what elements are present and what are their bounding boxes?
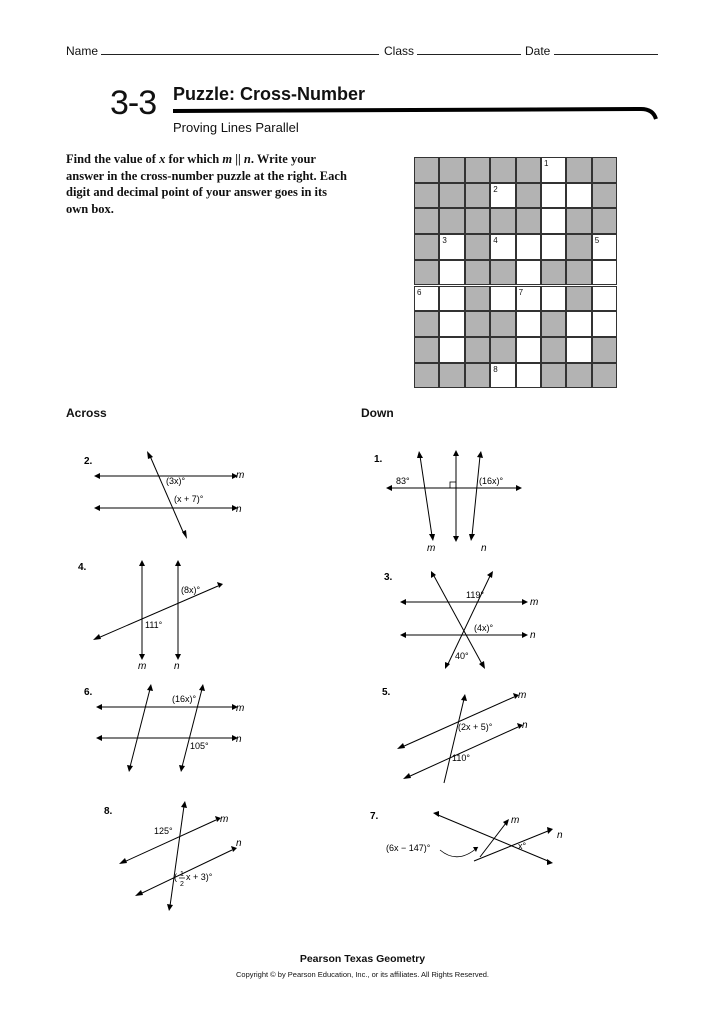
grid-cell-shaded	[465, 157, 490, 183]
problem-6-figure	[84, 683, 264, 783]
grid-cell-shaded	[414, 260, 439, 286]
problem-3-number: 3.	[384, 572, 393, 583]
line-m-label: m	[220, 814, 229, 825]
angle-label: 125°	[154, 826, 173, 836]
grid-cell-answer[interactable]	[490, 286, 515, 312]
down-heading: Down	[361, 406, 394, 420]
page-title: Puzzle: Cross-Number	[173, 84, 366, 104]
grid-cell-shaded	[465, 208, 490, 234]
line-m	[480, 823, 506, 857]
grid-cell-shaded	[465, 183, 490, 209]
problem-7-figure	[370, 805, 570, 885]
instructions: Find the value of x for which m || n. Write your answer in the cross-number puzzle at the right. Each digit and decimal point of your answer goes in its own box.	[66, 152, 347, 216]
line-n	[408, 727, 518, 777]
clue-number: 5	[594, 236, 600, 246]
grid-cell-answer[interactable]	[566, 311, 591, 337]
line-n-label: n	[174, 661, 180, 672]
angle-label: (16x)°	[479, 476, 504, 486]
fraction-numerator: 1	[180, 871, 184, 878]
line-m	[420, 456, 432, 536]
problem-5-number: 5.	[382, 687, 391, 698]
line-n-label: n	[236, 504, 242, 515]
grid-cell-shaded	[592, 183, 617, 209]
grid-cell-answer[interactable]	[541, 183, 566, 209]
line-m-label: m	[511, 815, 520, 826]
grid-cell-shaded	[490, 208, 515, 234]
clue-number: 3	[442, 236, 447, 246]
grid-cell-answer[interactable]	[516, 311, 541, 337]
grid-cell-shaded	[439, 157, 464, 183]
grid-cell-shaded	[566, 286, 591, 312]
line-n-label: n	[557, 830, 563, 841]
grid-cell-answer[interactable]	[541, 157, 566, 183]
angle-label: 110°	[452, 753, 470, 763]
grid-cell-answer[interactable]	[516, 363, 541, 389]
page-subtitle: Proving Lines Parallel	[173, 120, 299, 135]
grid-cell-shaded	[439, 363, 464, 389]
grid-cell-answer[interactable]	[516, 260, 541, 286]
grid-cell-shaded	[541, 260, 566, 286]
grid-cell-answer[interactable]	[566, 183, 591, 209]
clue-number: 1	[544, 159, 549, 168]
line-n-label: n	[236, 838, 242, 849]
problem-8-figure	[104, 800, 264, 925]
grid-cell-answer[interactable]	[516, 337, 541, 363]
line-m-label: m	[138, 661, 147, 672]
grid-cell-answer[interactable]	[414, 286, 439, 312]
grid-cell-shaded	[541, 311, 566, 337]
grid-cell-shaded	[516, 183, 541, 209]
grid-cell-answer[interactable]	[439, 260, 464, 286]
grid-cell-answer[interactable]	[490, 183, 515, 209]
grid-cell-shaded	[414, 157, 439, 183]
grid-cell-shaded	[592, 337, 617, 363]
line-m-label: m	[236, 703, 245, 714]
grid-cell-shaded	[465, 363, 490, 389]
clue-number: 8	[493, 364, 498, 374]
problem-3-figure	[384, 568, 564, 683]
grid-cell-answer[interactable]	[490, 363, 515, 389]
footer-copyright: Copyright © by Pearson Education, Inc., or its affiliates. All Rights Reserved.	[235, 970, 489, 979]
grid-cell-shaded	[541, 337, 566, 363]
grid-cell-shaded	[465, 260, 490, 286]
line-m-label: m	[518, 690, 527, 701]
line-n	[472, 456, 480, 536]
grid-cell-shaded	[516, 157, 541, 183]
grid-cell-answer[interactable]	[516, 286, 541, 312]
angle-label: 83°	[396, 476, 410, 486]
clue-number: 7	[518, 287, 524, 297]
date-field	[525, 43, 658, 58]
grid-cell-shaded	[465, 234, 490, 260]
grid-cell-shaded	[541, 363, 566, 389]
grid-cell-shaded	[439, 183, 464, 209]
grid-cell-shaded	[490, 337, 515, 363]
grid-cell-shaded	[566, 363, 591, 389]
grid-cell-answer[interactable]	[541, 234, 566, 260]
grid-cell-shaded	[414, 311, 439, 337]
grid-cell-shaded	[516, 208, 541, 234]
angle-label: 111°	[145, 620, 163, 630]
name-blank[interactable]	[101, 43, 379, 55]
grid-cell-shaded	[414, 183, 439, 209]
grid-cell-answer[interactable]	[439, 311, 464, 337]
lesson-number: 3-3	[110, 84, 157, 122]
angle-label: 105°	[190, 741, 209, 751]
name-field	[66, 43, 379, 58]
grid-cell-shaded	[414, 234, 439, 260]
angle-label: (16x)°	[172, 694, 197, 704]
grid-cell-answer[interactable]	[592, 260, 617, 286]
grid-cell-answer[interactable]	[592, 286, 617, 312]
problem-6-number: 6.	[84, 687, 93, 698]
angle-label: (8x)°	[181, 585, 201, 595]
problem-1-figure	[374, 448, 554, 563]
grid-cell-answer[interactable]	[566, 337, 591, 363]
angle-label: x + 3)°	[186, 872, 213, 882]
grid-cell-shaded	[592, 363, 617, 389]
grid-cell-shaded	[566, 234, 591, 260]
transversal	[170, 806, 184, 906]
cross-number-grid	[414, 157, 617, 388]
grid-cell-shaded	[465, 286, 490, 312]
fraction-denominator: 2	[180, 881, 184, 888]
angle-label: (x + 7)°	[174, 494, 204, 504]
problem-2-number: 2.	[84, 456, 93, 467]
line-m-label: m	[530, 597, 539, 608]
problem-5-figure	[382, 683, 562, 793]
across-heading: Across	[66, 406, 107, 420]
grid-cell-answer[interactable]	[439, 234, 464, 260]
clue-number: 4	[493, 236, 498, 246]
line-n-label: n	[236, 734, 242, 745]
grid-cell-answer[interactable]	[541, 286, 566, 312]
transversal-1	[130, 689, 150, 767]
grid-cell-shaded	[465, 337, 490, 363]
problem-4-figure	[78, 560, 258, 680]
clue-number: 6	[417, 287, 422, 297]
transversal	[444, 699, 464, 783]
grid-cell-shaded	[490, 157, 515, 183]
line-m-label: m	[236, 470, 245, 481]
grid-cell-shaded	[414, 208, 439, 234]
problem-1-number: 1.	[374, 454, 383, 465]
problem-7-number: 7.	[370, 811, 379, 822]
line-n-label: n	[481, 543, 487, 554]
date-label: Date	[525, 44, 551, 58]
angle-label: x°	[518, 841, 527, 851]
problem-2-figure	[84, 450, 264, 550]
class-blank[interactable]	[417, 43, 521, 55]
problem-8-number: 8.	[104, 806, 113, 817]
grid-cell-shaded	[566, 157, 591, 183]
angle-label: (4x)°	[474, 623, 494, 633]
clue-number: 2	[493, 184, 498, 194]
grid-cell-answer[interactable]	[439, 286, 464, 312]
class-label: Class	[384, 44, 415, 58]
footer-title: Pearson Texas Geometry	[299, 953, 426, 965]
date-blank[interactable]	[554, 43, 658, 55]
line-m-label: m	[427, 543, 436, 554]
grid-cell-shaded	[592, 157, 617, 183]
angle-label: (	[174, 872, 177, 882]
class-field	[384, 43, 521, 58]
grid-cell-answer[interactable]	[439, 337, 464, 363]
angle-label: (3x)°	[166, 476, 186, 486]
problem-4-number: 4.	[78, 562, 87, 573]
grid-cell-shaded	[490, 311, 515, 337]
line-n-label: n	[522, 720, 528, 731]
angle-label: 40°	[455, 651, 469, 661]
grid-cell-shaded	[414, 337, 439, 363]
grid-cell-shaded	[566, 208, 591, 234]
grid-cell-shaded	[592, 208, 617, 234]
grid-cell-shaded	[414, 363, 439, 389]
grid-cell-answer[interactable]	[592, 311, 617, 337]
angle-label: (6x − 147)°	[386, 843, 431, 853]
grid-cell-shaded	[490, 260, 515, 286]
grid-cell-answer[interactable]	[490, 234, 515, 260]
grid-cell-shaded	[566, 260, 591, 286]
angle-label: 119°	[466, 590, 484, 600]
line-n-label: n	[530, 630, 536, 641]
angle-label: (2x + 5)°	[458, 722, 493, 732]
grid-cell-shaded	[465, 311, 490, 337]
grid-cell-answer[interactable]	[592, 234, 617, 260]
right-angle-mark	[450, 482, 456, 488]
grid-cell-shaded	[439, 208, 464, 234]
name-label: Name	[66, 44, 99, 58]
grid-cell-answer[interactable]	[541, 208, 566, 234]
grid-cell-answer[interactable]	[516, 234, 541, 260]
